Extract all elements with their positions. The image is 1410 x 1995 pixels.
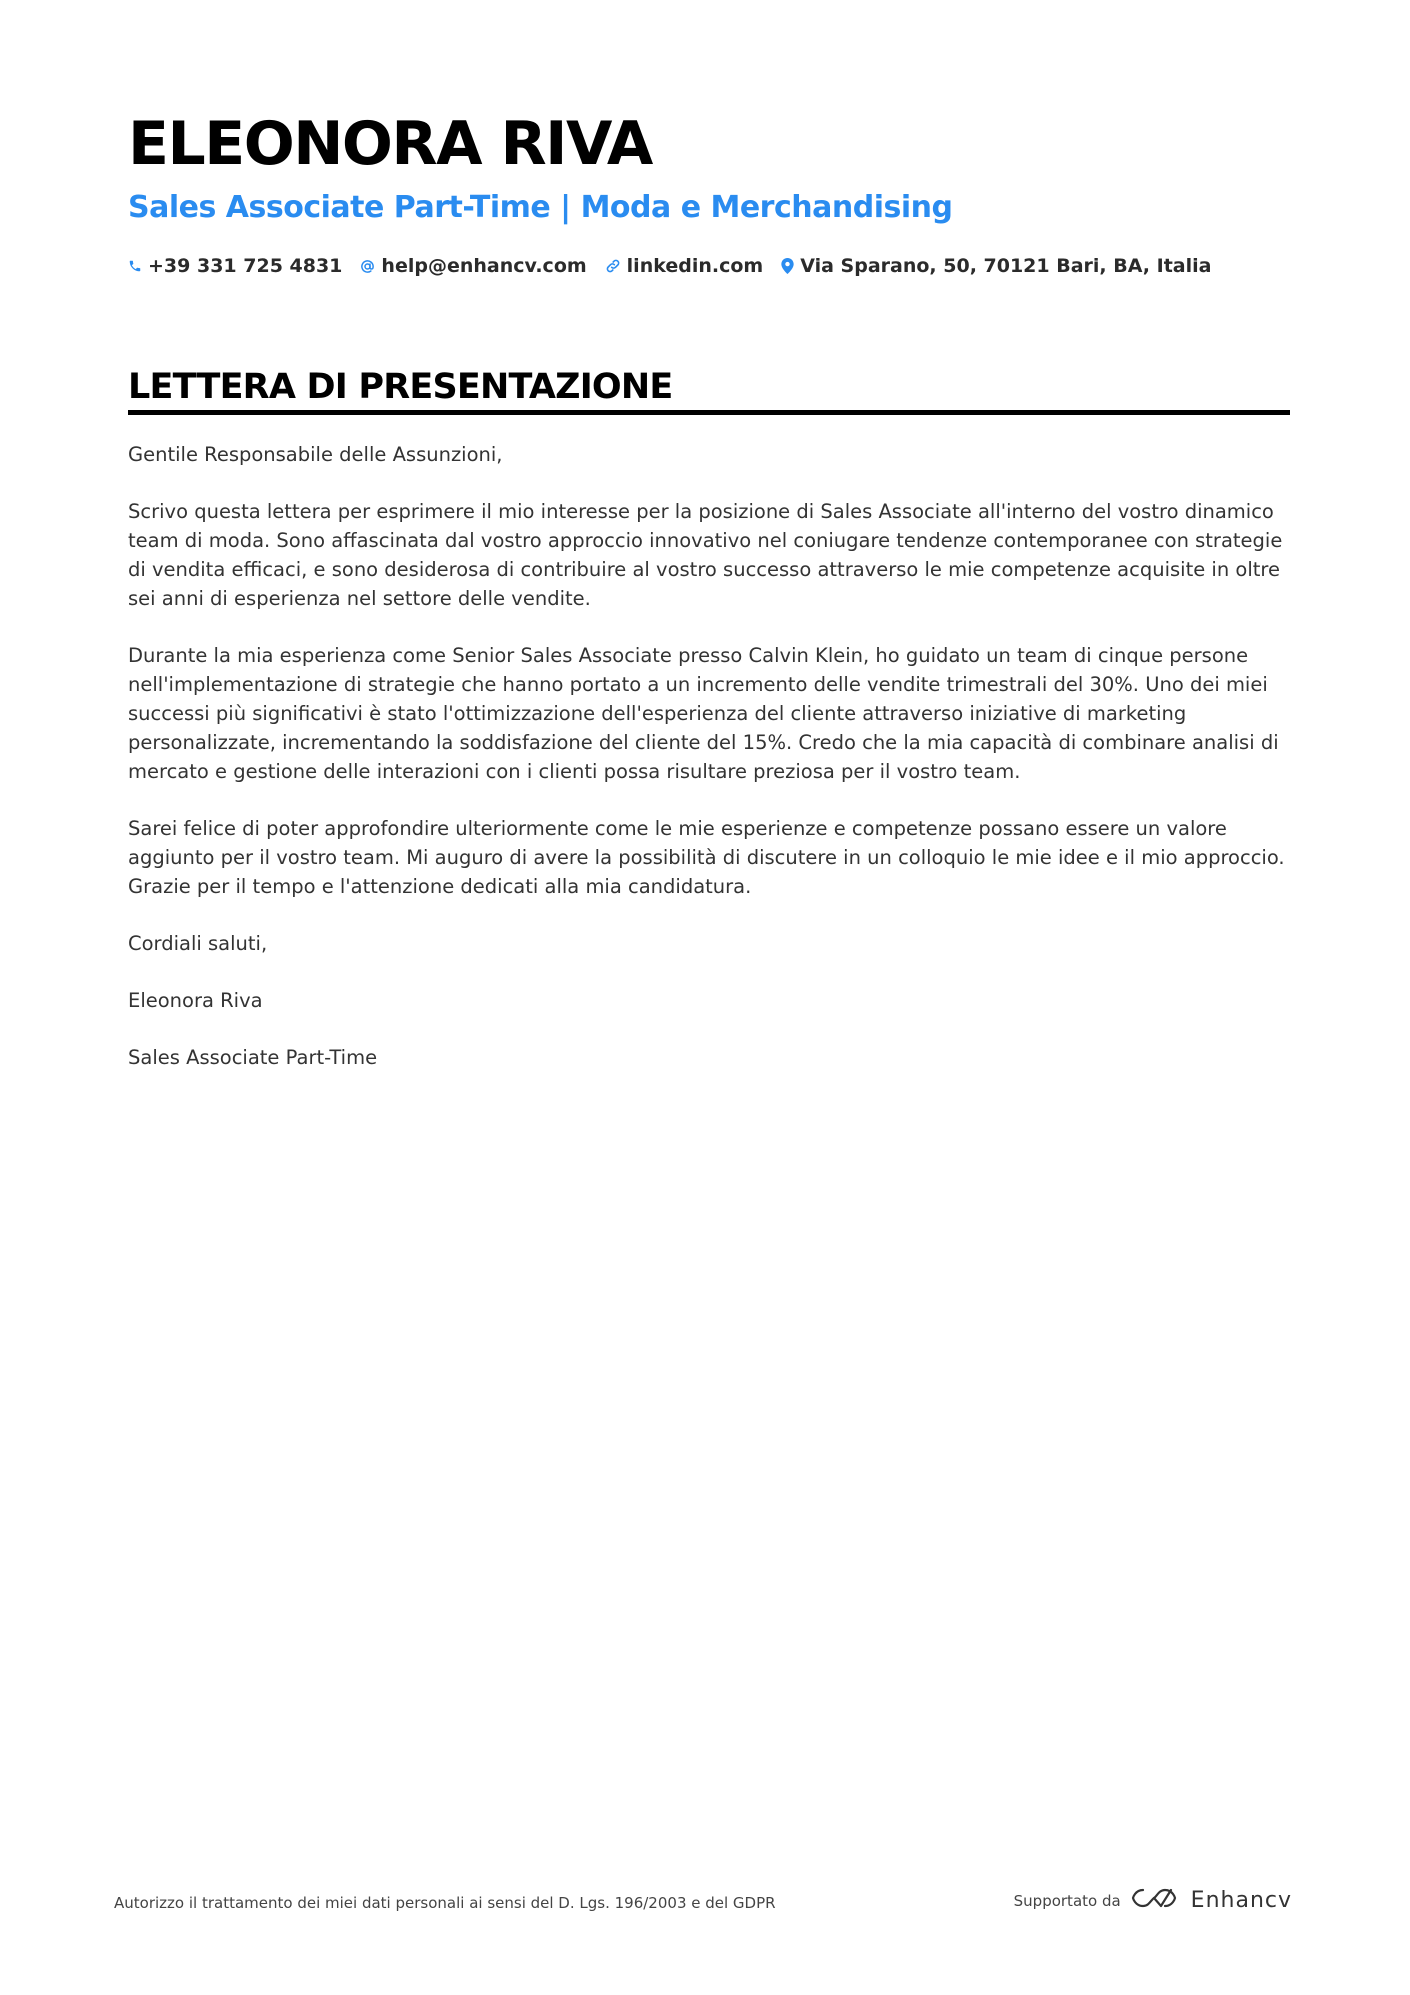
signature-name: Eleonora Riva	[128, 989, 263, 1012]
letter-body	[128, 440, 1290, 1100]
brand-logo	[1131, 1886, 1292, 1915]
letter-paragraph: Scrivo questa lettera per esprimere il mio interesse per la posizione di Sales Associate all'interno del vostro dinamico team di moda. Sono affascinata dal vostro approccio innovativo nel coniugare tendenze contemporanee con strategie di vendita efficaci, e sono desiderosa di contribuire al vostro successo attraverso le mie competenze acquisite in oltre sei anni di esperienza nel settore delle vendite.	[128, 500, 1283, 610]
website-text: linkedin.com	[626, 255, 764, 277]
letter-paragraph: Sarei felice di poter approfondire ulteriormente come le mie esperienze e competenze possano essere un valore aggiunto per il vostro team. Mi auguro di avere la possibilità di discutere in un colloquio le mie idee e il mio approccio. Grazie per il tempo e l'attenzione dedicati alla mia candidatura.	[128, 817, 1285, 898]
letter-greeting: Gentile Responsabile delle Assunzioni,	[128, 443, 503, 466]
contact-address	[781, 255, 1211, 277]
powered-by[interactable]	[1014, 1886, 1292, 1915]
contact-phone[interactable]	[128, 255, 342, 277]
section-divider	[128, 410, 1290, 415]
contact-bar	[128, 255, 1211, 277]
location-pin-icon	[781, 258, 794, 274]
candidate-title: Sales Associate Part-Time | Moda e Merchandising	[128, 190, 953, 225]
phone-icon	[128, 259, 142, 273]
brand-name: Enhancv	[1190, 1888, 1292, 1913]
phone-text: +39 331 725 4831	[148, 255, 343, 277]
email-text: help@enhancv.com	[381, 255, 587, 277]
at-icon	[360, 259, 375, 274]
address-text: Via Sparano, 50, 70121 Bari, BA, Italia	[800, 255, 1212, 277]
link-icon	[605, 258, 621, 274]
letter-paragraph: Durante la mia esperienza come Senior Sales Associate presso Calvin Klein, ho guidato un team di cinque persone nell'implementazione di strategie che hanno portato a un incremento delle vendite trimestrali del 30%. Uno dei miei successi più significativi è stato l'ottimizzazione dell'esperienza del cliente attraverso iniziative di marketing personalizzate, incrementando la soddisfazione del cliente del 15%. Credo che la mia capacità di combinare analisi di mercato e gestione delle interazioni con i clienti possa risultare preziosa per il vostro team.	[128, 644, 1279, 783]
privacy-note: Autorizzo il trattamento dei miei dati personali ai sensi del D. Lgs. 196/2003 e del GDPR	[114, 1894, 776, 1912]
letter-closing: Cordiali saluti,	[128, 932, 268, 955]
contact-website[interactable]	[605, 255, 764, 277]
powered-by-label: Supportato da	[1013, 1891, 1121, 1910]
section-title: LETTERA DI PRESENTAZIONE	[128, 367, 673, 407]
signature-title: Sales Associate Part-Time	[128, 1046, 378, 1069]
enhancv-logo-icon	[1131, 1886, 1177, 1915]
candidate-name: ELEONORA RIVA	[128, 109, 652, 179]
contact-email[interactable]	[360, 255, 586, 277]
